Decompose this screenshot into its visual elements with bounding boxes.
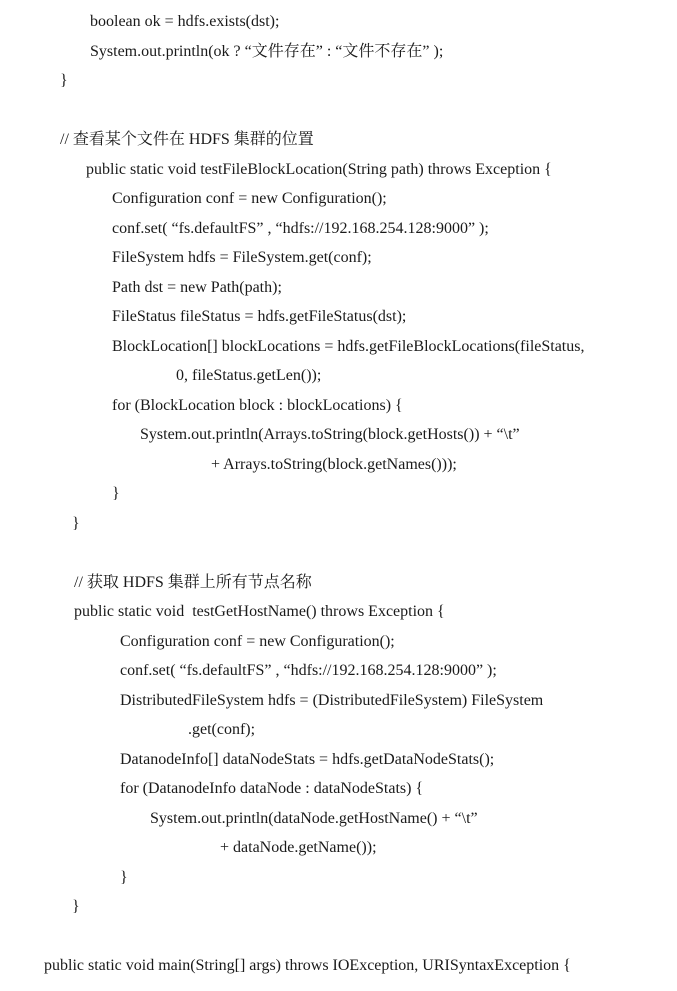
code-line: System.out.println(dataNode.getHostName() + “\t” xyxy=(150,810,478,827)
method-signature: public static void testGetHostName() throws Exception { xyxy=(74,603,445,620)
code-line: + dataNode.getName()); xyxy=(220,839,377,856)
code-line: } xyxy=(112,485,120,502)
code-line: } xyxy=(60,72,68,89)
code-line: 0, fileStatus.getLen()); xyxy=(176,367,322,384)
code-line: System.out.println(ok ? “文件存在” : “文件不存在” ); xyxy=(90,43,444,60)
code-comment: // 获取 HDFS 集群上所有节点名称 xyxy=(74,574,312,591)
code-line: .get(conf); xyxy=(188,721,256,738)
code-line: Configuration conf = new Configuration(); xyxy=(112,190,387,207)
method-signature: public static void main(String[] args) throws IOException, URISyntaxException { xyxy=(44,957,571,974)
code-line: BlockLocation[] blockLocations = hdfs.getFileBlockLocations(fileStatus, xyxy=(112,338,585,355)
code-line: conf.set( “fs.defaultFS” , “hdfs://192.168.254.128:9000” ); xyxy=(112,220,489,237)
code-comment: // 查看某个文件在 HDFS 集群的位置 xyxy=(60,131,314,148)
code-line: } xyxy=(72,515,80,532)
code-line: FileStatus fileStatus = hdfs.getFileStatus(dst); xyxy=(112,308,407,325)
code-line: DistributedFileSystem hdfs = (DistributedFileSystem) FileSystem xyxy=(120,692,544,709)
code-line: } xyxy=(120,869,128,886)
code-line: boolean ok = hdfs.exists(dst); xyxy=(90,13,280,30)
code-line: DatanodeInfo[] dataNodeStats = hdfs.getDataNodeStats(); xyxy=(120,751,495,768)
code-line: Path dst = new Path(path); xyxy=(112,279,282,296)
code-line: conf.set( “fs.defaultFS” , “hdfs://192.168.254.128:9000” ); xyxy=(120,662,497,679)
code-line: + Arrays.toString(block.getNames())); xyxy=(211,456,457,473)
method-signature: public static void testFileBlockLocation(String path) throws Exception { xyxy=(86,161,552,178)
code-line: System.out.println(Arrays.toString(block.getHosts()) + “\t” xyxy=(140,426,520,443)
code-line: } xyxy=(72,898,80,915)
code-line: Configuration conf = new Configuration(); xyxy=(120,633,395,650)
code-line: for (BlockLocation block : blockLocations) { xyxy=(112,397,403,414)
code-line: FileSystem hdfs = FileSystem.get(conf); xyxy=(112,249,372,266)
code-line: for (DatanodeInfo dataNode : dataNodeStats) { xyxy=(120,780,424,797)
